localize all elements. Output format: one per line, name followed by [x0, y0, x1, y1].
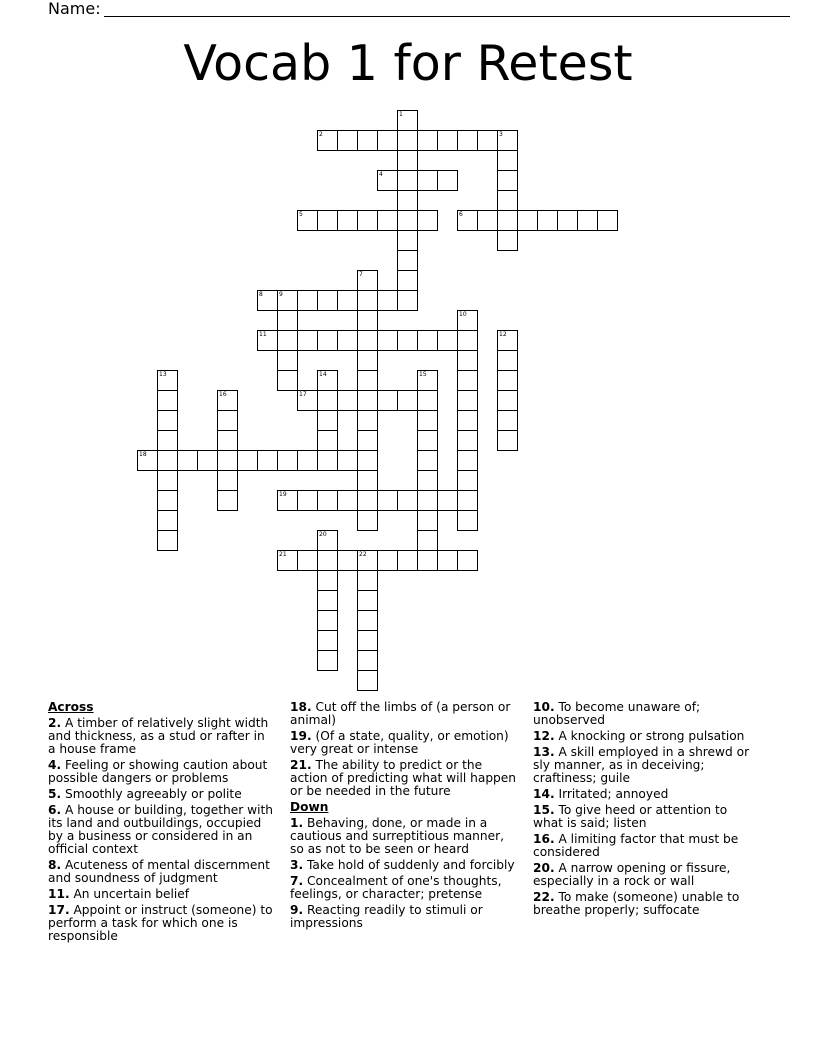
grid-cell[interactable] — [157, 510, 178, 531]
clue-down-12: 12. A knocking or strong pulsation — [533, 729, 745, 743]
grid-cell[interactable] — [417, 370, 438, 391]
grid-cell[interactable] — [457, 510, 478, 531]
grid-cell[interactable] — [277, 370, 298, 391]
grid-cell[interactable] — [337, 550, 358, 571]
clue-number-label: 13 — [159, 371, 167, 378]
grid-cell[interactable] — [497, 210, 518, 231]
grid-cell[interactable] — [377, 490, 398, 511]
grid-cell[interactable] — [437, 550, 458, 571]
grid-cell[interactable] — [357, 270, 378, 291]
grid-cell[interactable] — [457, 470, 478, 491]
grid-cell[interactable] — [357, 330, 378, 351]
grid-cell[interactable] — [277, 290, 298, 311]
grid-cell[interactable] — [517, 210, 538, 231]
grid-cell[interactable] — [457, 430, 478, 451]
grid-cell[interactable] — [317, 410, 338, 431]
grid-cell[interactable] — [277, 550, 298, 571]
clue-across-21: 21. The ability to predict or the action of predicting what will happen or be needed in the future — [290, 758, 517, 798]
clue-down-3: 3. Take hold of suddenly and forcibly — [290, 858, 515, 872]
clue-number-label: 17 — [299, 391, 307, 398]
grid-cell[interactable] — [437, 170, 458, 191]
grid-cell[interactable] — [257, 450, 278, 471]
grid-cell[interactable] — [417, 390, 438, 411]
grid-cell[interactable] — [417, 170, 438, 191]
grid-cell[interactable] — [397, 130, 418, 151]
clue-number-label: 19 — [279, 491, 287, 498]
name-label: Name: — [48, 0, 101, 18]
grid-cell[interactable] — [337, 390, 358, 411]
clue-number-label: 15 — [419, 371, 427, 378]
grid-cell[interactable] — [397, 550, 418, 571]
clue-number-label: 3 — [499, 131, 503, 138]
clue-number-label: 14 — [319, 371, 327, 378]
clue-across-19: 19. (Of a state, quality, or emotion) very great or intense — [290, 729, 509, 756]
clue-down-22: 22. To make (someone) unable to breathe properly; suffocate — [533, 890, 740, 917]
grid-cell[interactable] — [277, 490, 298, 511]
grid-cell[interactable] — [217, 430, 238, 451]
grid-cell[interactable] — [297, 330, 318, 351]
clue-down-7: 7. Concealment of one's thoughts, feelings, or character; pretense — [290, 874, 502, 901]
grid-cell[interactable] — [137, 450, 158, 471]
grid-cell[interactable] — [157, 370, 178, 391]
grid-cell[interactable] — [457, 130, 478, 151]
grid-cell[interactable] — [497, 410, 518, 431]
grid-cell[interactable] — [457, 410, 478, 431]
grid-cell[interactable] — [337, 330, 358, 351]
grid-cell[interactable] — [297, 490, 318, 511]
grid-cell[interactable] — [497, 370, 518, 391]
grid-cell[interactable] — [357, 410, 378, 431]
clue-number-label: 6 — [459, 211, 463, 218]
grid-cell[interactable] — [357, 350, 378, 371]
grid-cell[interactable] — [437, 490, 458, 511]
grid-cell[interactable] — [397, 190, 418, 211]
grid-cell[interactable] — [157, 530, 178, 551]
grid-cell[interactable] — [357, 510, 378, 531]
grid-cell[interactable] — [417, 470, 438, 491]
grid-cell[interactable] — [357, 590, 378, 611]
clue-down-15: 15. To give heed or attention to what is said; listen — [533, 803, 728, 830]
grid-cell[interactable] — [357, 390, 378, 411]
grid-cell[interactable] — [397, 330, 418, 351]
grid-cell[interactable] — [437, 130, 458, 151]
grid-cell[interactable] — [317, 450, 338, 471]
grid-cell[interactable] — [397, 230, 418, 251]
grid-cell[interactable] — [297, 210, 318, 231]
grid-cell[interactable] — [417, 490, 438, 511]
grid-cell[interactable] — [457, 550, 478, 571]
clue-across-4: 4. Feeling or showing caution about possible dangers or problems — [48, 758, 268, 785]
grid-cell[interactable] — [317, 430, 338, 451]
grid-cell[interactable] — [417, 530, 438, 551]
grid-cell[interactable] — [417, 450, 438, 471]
grid-cell[interactable] — [297, 290, 318, 311]
grid-cell[interactable] — [417, 430, 438, 451]
grid-cell[interactable] — [317, 550, 338, 571]
grid-cell[interactable] — [357, 450, 378, 471]
grid-cell[interactable] — [377, 550, 398, 571]
grid-cell[interactable] — [397, 150, 418, 171]
clues-column-3 — [533, 701, 761, 920]
grid-cell[interactable] — [317, 490, 338, 511]
grid-cell[interactable] — [457, 310, 478, 331]
grid-cell[interactable] — [357, 490, 378, 511]
grid-cell[interactable] — [157, 390, 178, 411]
grid-cell[interactable] — [377, 170, 398, 191]
grid-cell[interactable] — [557, 210, 578, 231]
grid-cell[interactable] — [237, 450, 258, 471]
grid-cell[interactable] — [217, 390, 238, 411]
grid-cell[interactable] — [497, 390, 518, 411]
grid-cell[interactable] — [357, 370, 378, 391]
grid-cell[interactable] — [377, 390, 398, 411]
grid-cell[interactable] — [317, 290, 338, 311]
grid-cell[interactable] — [357, 550, 378, 571]
grid-cell[interactable] — [277, 330, 298, 351]
clue-number-label: 21 — [279, 551, 287, 558]
grid-cell[interactable] — [157, 430, 178, 451]
clue-across-8: 8. Acuteness of mental discernment and soundness of judgment — [48, 858, 270, 885]
grid-cell[interactable] — [397, 210, 418, 231]
clue-across-18: 18. Cut off the limbs of (a person or animal) — [290, 700, 511, 727]
grid-cell[interactable] — [317, 610, 338, 631]
grid-cell[interactable] — [297, 550, 318, 571]
clue-number-label: 5 — [299, 211, 303, 218]
clues-column-1 — [48, 701, 276, 946]
grid-cell[interactable] — [337, 490, 358, 511]
clue-down-1: 1. Behaving, done, or made in a cautious and surreptitious manner, so as not to be seen or heard — [290, 816, 505, 856]
grid-cell[interactable] — [457, 390, 478, 411]
grid-cell[interactable] — [197, 450, 218, 471]
grid-cell[interactable] — [317, 370, 338, 391]
grid-cell[interactable] — [457, 490, 478, 511]
grid-cell[interactable] — [397, 290, 418, 311]
clue-across-5: 5. Smoothly agreeably or polite — [48, 787, 242, 801]
across-heading: Across — [48, 700, 94, 714]
grid-cell[interactable] — [457, 450, 478, 471]
grid-cell[interactable] — [357, 570, 378, 591]
clue-across-6: 6. A house or building, together with its land and outbuildings, occupied by a business or considered in an official context — [48, 803, 273, 856]
grid-cell[interactable] — [497, 130, 518, 151]
grid-cell[interactable] — [477, 210, 498, 231]
grid-cell[interactable] — [497, 430, 518, 451]
grid-cell[interactable] — [157, 450, 178, 471]
grid-cell[interactable] — [397, 490, 418, 511]
clue-number-label: 12 — [499, 331, 507, 338]
clue-down-20: 20. A narrow opening or fissure, especially in a rock or wall — [533, 861, 731, 888]
grid-cell[interactable] — [317, 650, 338, 671]
grid-cell[interactable] — [417, 410, 438, 431]
grid-cell[interactable] — [157, 470, 178, 491]
grid-cell[interactable] — [357, 630, 378, 651]
grid-cell[interactable] — [337, 450, 358, 471]
clue-number-label: 8 — [259, 291, 263, 298]
grid-cell[interactable] — [357, 210, 378, 231]
grid-cell[interactable] — [397, 270, 418, 291]
grid-cell[interactable] — [497, 170, 518, 191]
clue-number-label: 4 — [379, 171, 383, 178]
clue-down-16: 16. A limiting factor that must be considered — [533, 832, 739, 859]
grid-cell[interactable] — [217, 470, 238, 491]
grid-cell[interactable] — [317, 390, 338, 411]
clue-across-11: 11. An uncertain belief — [48, 887, 190, 901]
clue-number-label: 7 — [359, 271, 363, 278]
grid-cell[interactable] — [497, 350, 518, 371]
grid-cell[interactable] — [397, 170, 418, 191]
grid-cell[interactable] — [597, 210, 618, 231]
grid-cell[interactable] — [497, 190, 518, 211]
clue-number-label: 9 — [279, 291, 283, 298]
grid-cell[interactable] — [417, 210, 438, 231]
grid-cell[interactable] — [217, 450, 238, 471]
grid-cell[interactable] — [317, 330, 338, 351]
grid-cell[interactable] — [457, 370, 478, 391]
grid-cell[interactable] — [317, 630, 338, 651]
grid-cell[interactable] — [377, 290, 398, 311]
clue-down-14: 14. Irritated; annoyed — [533, 787, 669, 801]
clue-number-label: 22 — [359, 551, 367, 558]
grid-cell[interactable] — [497, 150, 518, 171]
grid-cell[interactable] — [497, 330, 518, 351]
grid-cell[interactable] — [337, 210, 358, 231]
grid-cell[interactable] — [377, 130, 398, 151]
grid-cell[interactable] — [417, 130, 438, 151]
grid-cell[interactable] — [317, 590, 338, 611]
grid-cell[interactable] — [377, 210, 398, 231]
down-heading: Down — [290, 800, 329, 814]
grid-cell[interactable] — [357, 670, 378, 691]
grid-cell[interactable] — [337, 130, 358, 151]
grid-cell[interactable] — [297, 390, 318, 411]
grid-cell[interactable] — [457, 210, 478, 231]
grid-cell[interactable] — [157, 410, 178, 431]
grid-cell[interactable] — [417, 330, 438, 351]
grid-cell[interactable] — [217, 410, 238, 431]
grid-cell[interactable] — [417, 510, 438, 531]
grid-cell[interactable] — [457, 330, 478, 351]
grid-cell[interactable] — [217, 490, 238, 511]
clue-number-label: 2 — [319, 131, 323, 138]
grid-cell[interactable] — [537, 210, 558, 231]
grid-cell[interactable] — [257, 290, 278, 311]
grid-cell[interactable] — [397, 250, 418, 271]
grid-cell[interactable] — [397, 390, 418, 411]
clue-number-label: 20 — [319, 531, 327, 538]
grid-cell[interactable] — [457, 350, 478, 371]
grid-cell[interactable] — [417, 550, 438, 571]
grid-cell[interactable] — [277, 450, 298, 471]
grid-cell[interactable] — [357, 130, 378, 151]
grid-cell[interactable] — [377, 330, 398, 351]
grid-cell[interactable] — [277, 310, 298, 331]
grid-cell[interactable] — [337, 290, 358, 311]
clue-number-label: 18 — [139, 451, 147, 458]
grid-cell[interactable] — [577, 210, 598, 231]
clue-down-10: 10. To become unaware of; unobserved — [533, 700, 701, 727]
clue-number-label: 10 — [459, 311, 467, 318]
clue-down-9: 9. Reacting readily to stimuli or impressions — [290, 903, 483, 930]
clue-number-label: 1 — [399, 111, 403, 118]
grid-cell[interactable] — [317, 570, 338, 591]
clue-across-2: 2. A timber of relatively slight width and thickness, as a stud or rafter in a house frame — [48, 716, 269, 756]
grid-cell[interactable] — [477, 130, 498, 151]
clue-across-17: 17. Appoint or instruct (someone) to perform a task for which one is responsible — [48, 903, 273, 943]
grid-cell[interactable] — [297, 450, 318, 471]
grid-cell[interactable] — [357, 310, 378, 331]
clues-column-2 — [290, 701, 518, 933]
grid-cell[interactable] — [277, 350, 298, 371]
clue-number-label: 11 — [259, 331, 267, 338]
grid-cell[interactable] — [497, 230, 518, 251]
grid-cell[interactable] — [317, 130, 338, 151]
page-title: Vocab 1 for Retest — [183, 35, 633, 92]
grid-cell[interactable] — [357, 430, 378, 451]
grid-cell[interactable] — [357, 650, 378, 671]
grid-cell[interactable] — [157, 490, 178, 511]
clue-number-label: 16 — [219, 391, 227, 398]
clue-down-13: 13. A skill employed in a shrewd or sly manner, as in deceiving; craftiness; guile — [533, 745, 750, 785]
grid-cell[interactable] — [257, 330, 278, 351]
grid-cell[interactable] — [357, 470, 378, 491]
grid-cell[interactable] — [437, 330, 458, 351]
grid-cell[interactable] — [357, 290, 378, 311]
grid-cell[interactable] — [317, 210, 338, 231]
grid-cell[interactable] — [317, 530, 338, 551]
grid-cell[interactable] — [357, 610, 378, 631]
grid-cell[interactable] — [397, 110, 418, 131]
grid-cell[interactable] — [177, 450, 198, 471]
